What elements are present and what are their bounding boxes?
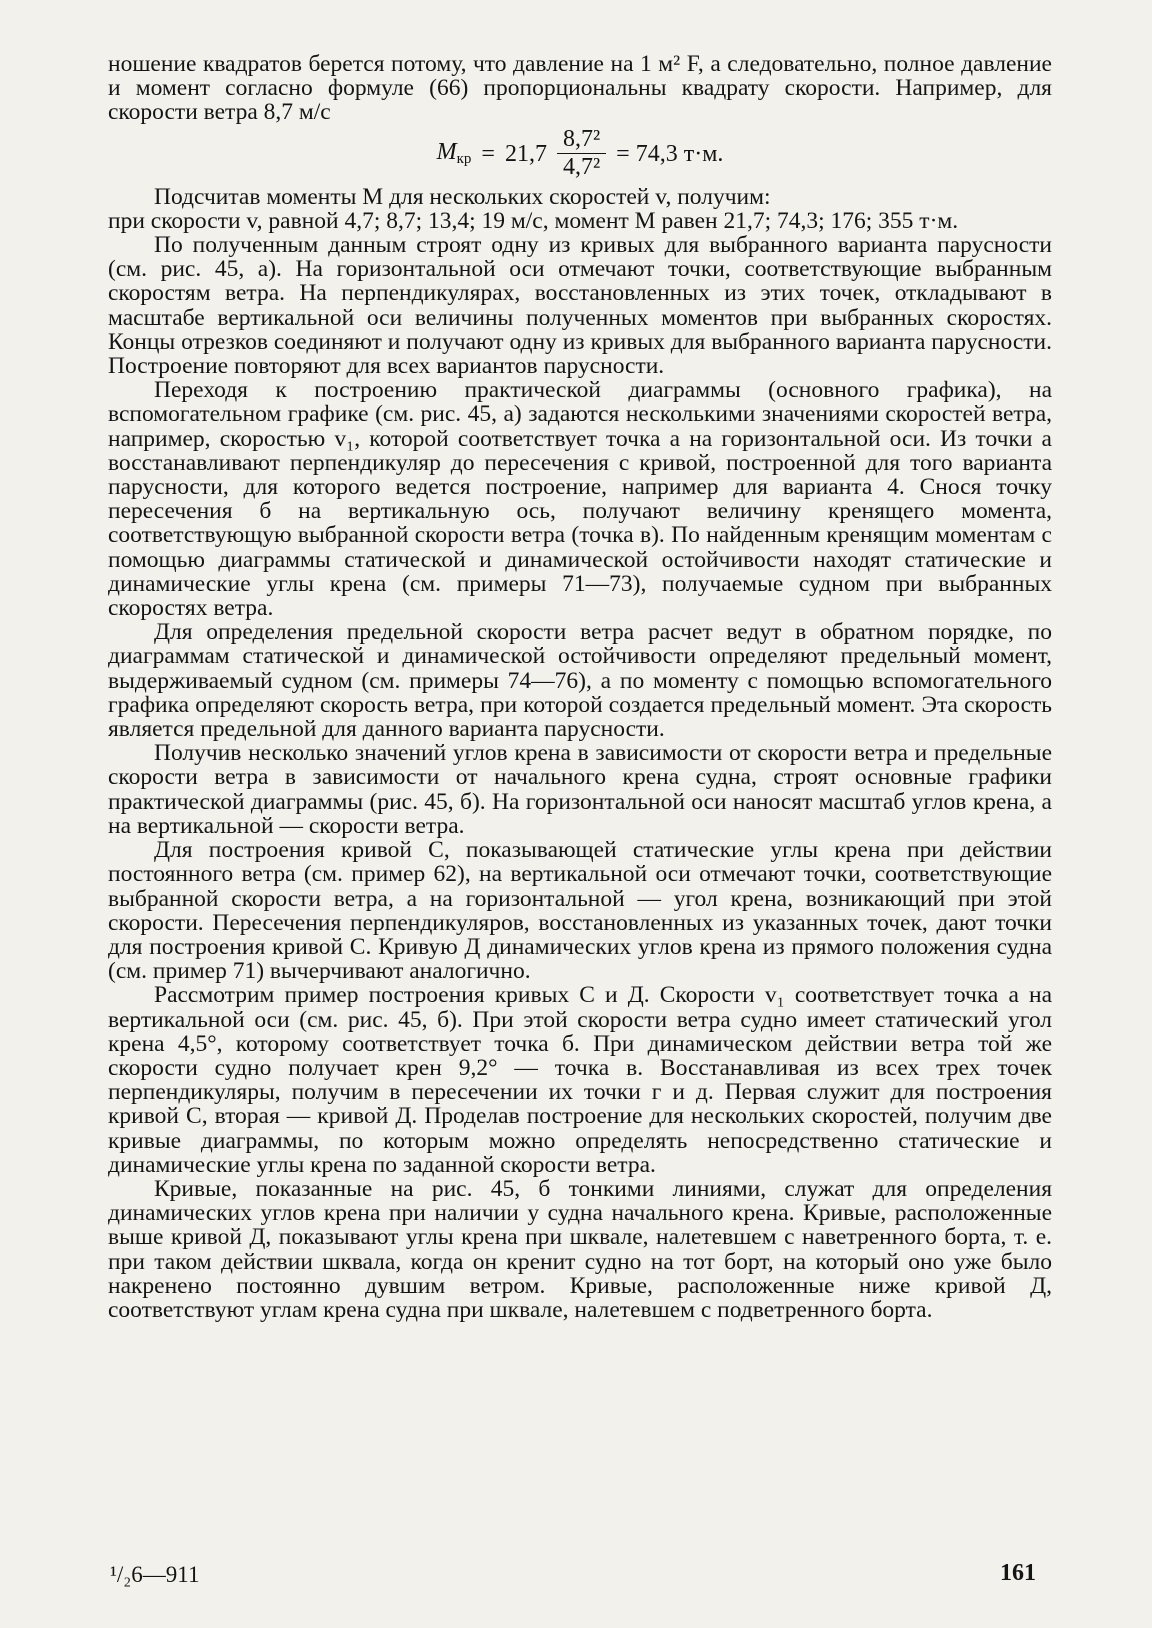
- formula-symbol: M: [436, 139, 457, 165]
- paragraph: Кривые, показанные на рис. 45, б тонкими линиями, служат для определения динамических углов крена при наличии у судна начального крена. Кривые, расположенные выше кривой Д, показывают углы крена при шквале, налетевшем с наветренного борта, т. е. при таком действии шквала, когда он кренит судно на тот борт, на который оно уже было накренено постоянно дувшим ветром. Кривые, расположенные ниже кривой Д, соответствуют углам крена судна при шквале, налетевшем с подветренного борта.: [108, 1175, 1052, 1323]
- paragraph: Подсчитав моменты M для нескольких скоростей v, получим:: [154, 183, 771, 210]
- paragraph: при скорости v, равной 4,7; 8,7; 13,4; 19 м/с, момент M равен 21,7; 74,3; 176; 355 т·м.: [108, 207, 959, 234]
- formula-numerator: 8,7²: [557, 127, 606, 154]
- formula: [108, 126, 1052, 182]
- formula-denominator: 4,7²: [562, 154, 601, 181]
- paragraph: ношение квадратов берется потому, что давление на 1 м² F, а следовательно, полное давление и момент согласно формуле (66) пропорциональны квадрату скорости. Например, для скорости ветра 8,7 м/с: [108, 51, 1052, 126]
- formula-result: = 74,3 т·м.: [616, 140, 724, 167]
- paragraph: Получив несколько значений углов крена в зависимости от скорости ветра и предельные скорости ветра в зависимости от начального крена судна, строят основные графики практической диаграммы (рис. 45, б). На горизонтальной оси наносят масштаб углов крена, а на вертикальной — скорости ветра.: [108, 740, 1052, 839]
- paragraph: Для построения кривой С, показывающей статические углы крена при действии постоянного ветра (см. пример 62), на вертикальной оси отмечают точки, соответствующие выбранной скорости ветра, а на горизонтальной — угол крена, возникающий при этой скорости. Пересечения перпендикуляров, восстановленных из указанных точек, дают точки для построения кривой С. Кривую Д динамических углов крена из прямого положения судна (см. пример 71) вычерчивают аналогично.: [108, 837, 1052, 985]
- formula-coefficient: 21,7: [504, 140, 547, 167]
- printer-signature: ¹/₂6—911: [110, 1562, 200, 1587]
- formula-lhs: [437, 140, 472, 167]
- formula-fraction: [557, 127, 606, 180]
- paragraph: По полученным данным строят одну из кривых для выбранного варианта парусности (см. рис. 45, а). На горизонтальной оси отмечают точки, соответствующие выбранным скоростям ветра. На перпендикулярах, восстановленных из этих точек, откладывают в масштабе вертикальной оси величины полученных моментов при выбранных скоростях. Концы отрезков соединяют и получают одну из кривых для выбранного варианта парусности. Построение повторяют для всех вариантов парусности.: [108, 232, 1052, 380]
- paragraph: Переходя к построению практической диаграммы (основного графика), на вспомогательном графике (см. рис. 45, а) задаются несколькими значениями скоростей ветра, например, скоростью v₁, которой соответствует точка а на горизонтальной оси. Из точки а восстанавливают перпендикуляр до пересечения с кривой, построенной для того варианта парусности, для которого ведется построение, например для варианта 4. Снося точку пересечения б на вертикальную ось, получают величину кренящего момента, соответствующую выбранной скорости ветра (точка в). По найденным кренящим моментам с помощью диаграммы статической и динамической остойчивости находят статические и динамические углы крена (см. примеры 71—73), получаемые судном при выбранных скоростях ветра.: [108, 377, 1052, 622]
- formula-subscript: кр: [456, 151, 472, 167]
- body-text: [108, 52, 1052, 1322]
- formula-equals: =: [481, 140, 495, 167]
- paragraph: Рассмотрим пример построения кривых С и Д. Скорости v₁ соответствует точка а на вертикальной оси (см. рис. 45, б). При этой скорости ветра судно имеет статический угол крена 4,5°, которому соответствует точка б. При динамическом действии ветра той же скорости судно получает крен 9,2° — точка в. Восстанавливая из всех трех точек перпендикуляры, получим в пересечении их точки г и д. Первая служит для построения кривой С, вторая — кривой Д. Проделав построение для нескольких скоростей, получим две кривые диаграммы, по которым можно определять непосредственно статические и динамические углы крена по заданной скорости ветра.: [108, 982, 1052, 1178]
- page-number: 161: [1000, 1560, 1036, 1586]
- paragraph: Для определения предельной скорости ветра расчет ведут в обратном порядке, по диаграммам статической и динамической остойчивости определяют предельный момент, выдерживаемый судном (см. примеры 74—76), а по моменту с помощью вспомогательного графика определяют скорость ветра, при которой создается предельный момент. Эта скорость является предельной для данного варианта парусности.: [108, 619, 1052, 743]
